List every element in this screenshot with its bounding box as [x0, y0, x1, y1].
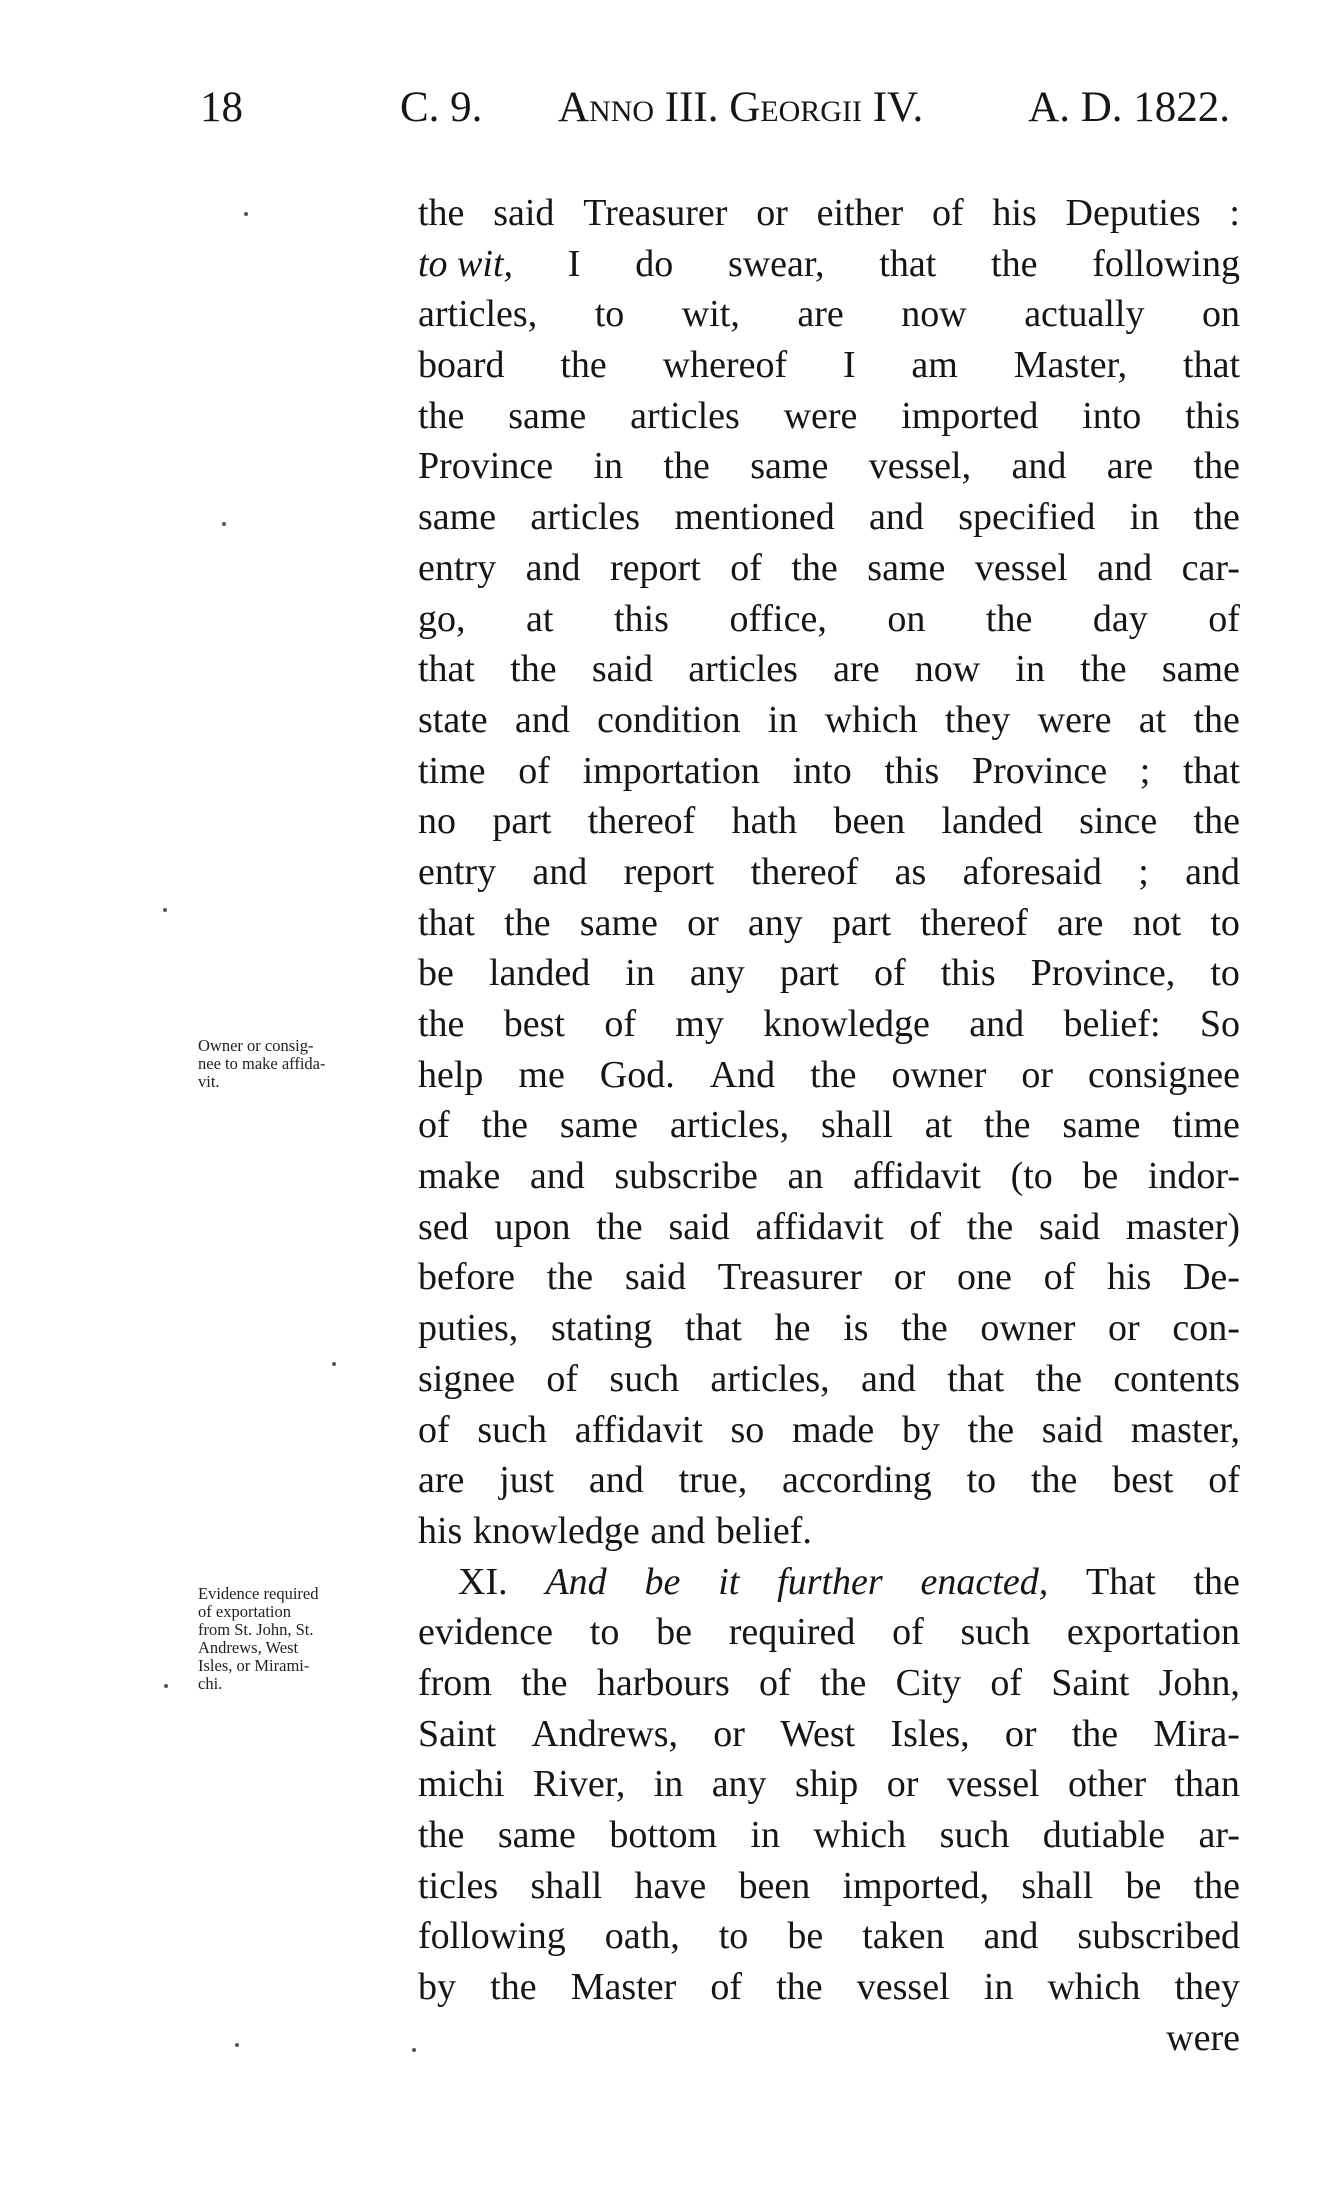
body-line: Saint Andrews, or West Isles, or the Mira- [418, 1712, 1240, 1755]
body-line: time of importation into this Province ; that [418, 749, 1240, 792]
print-speck [164, 1684, 168, 1688]
body-line: be landed in any part of this Province, to [418, 952, 1240, 995]
margin-note-line: from St. John, St. [198, 1620, 314, 1639]
body-line: to wit, I do swear, that the following [418, 242, 1240, 285]
body-line: that the said articles are now in the same [418, 648, 1240, 691]
body-line: articles, to wit, are now actually on [418, 293, 1240, 336]
body-line: go, at this office, on the day of [418, 597, 1240, 640]
body-line: make and subscribe an affidavit (to be indor- [418, 1155, 1240, 1198]
body-line: were [1166, 2016, 1240, 2059]
margin-note-owner-affidavit [198, 1037, 408, 1091]
body-line: by the Master of the vessel in which they [418, 1966, 1240, 2009]
body-line: the said Treasurer or either of his Deputies : [418, 192, 1240, 234]
body-line: no part thereof hath been landed since the [418, 800, 1240, 843]
body-line: his knowledge and belief. [418, 1509, 812, 1552]
margin-note-line: Isles, or Mirami- [198, 1656, 310, 1675]
body-line: of such affidavit so made by the said master, [418, 1408, 1240, 1451]
body-line: following oath, to be taken and subscribed [418, 1915, 1240, 1958]
body-line: state and condition in which they were at the [418, 698, 1240, 741]
body-line: help me God. And the owner or consignee [418, 1053, 1240, 1096]
body-line: before the said Treasurer or one of his De- [418, 1256, 1240, 1299]
regnal-year: Anno III. Georgii IV. [558, 84, 924, 131]
body-line: of the same articles, shall at the same time [418, 1104, 1240, 1147]
margin-note-line: Evidence required [198, 1584, 319, 1603]
calendar-year: A. D. 1822. [1028, 84, 1230, 131]
body-line: sed upon the said affidavit of the said master) [418, 1205, 1240, 1248]
margin-note-line: of exportation [198, 1602, 292, 1621]
running-header [190, 78, 1250, 138]
print-speck [244, 212, 248, 216]
body-line: michi River, in any ship or vessel other than [418, 1763, 1240, 1806]
margin-note-evidence-exportation [198, 1585, 408, 1693]
body-line: the best of my knowledge and belief: So [418, 1003, 1240, 1045]
body-line: entry and report thereof as aforesaid ; and [418, 850, 1240, 893]
margin-note-line: chi. [198, 1674, 223, 1693]
chapter-number: C. 9. [400, 84, 483, 131]
body-line: entry and report of the same vessel and car- [418, 546, 1240, 589]
body-text [418, 188, 1240, 2063]
body-line: ticles shall have been imported, shall be the [418, 1864, 1240, 1907]
body-line: Province in the same vessel, and are the [418, 445, 1240, 488]
margin-note-line: vit. [198, 1072, 220, 1091]
page-number: 18 [200, 84, 243, 131]
body-line: are just and true, according to the best of [418, 1459, 1240, 1502]
body-line: the same bottom in which such dutiable ar- [418, 1814, 1240, 1856]
print-speck [412, 2048, 416, 2052]
body-line: evidence to be required of such exportation [418, 1611, 1240, 1654]
print-speck [163, 908, 167, 912]
margin-note-line: Andrews, West [198, 1638, 299, 1657]
body-line: that the same or any part thereof are not to [418, 901, 1240, 944]
body-line: XI. And be it further enacted, That the [458, 1560, 1240, 1603]
print-speck [332, 1362, 336, 1366]
body-line: from the harbours of the City of Saint John, [418, 1661, 1240, 1704]
body-line: the same articles were imported into this [418, 394, 1240, 437]
body-line: signee of such articles, and that the contents [418, 1357, 1240, 1400]
margin-note-line: nee to make affida- [198, 1054, 326, 1073]
print-speck [235, 2043, 239, 2047]
body-line: puties, stating that he is the owner or con- [418, 1307, 1240, 1350]
body-line: same articles mentioned and specified in the [418, 496, 1240, 539]
margin-note-line: Owner or consig- [198, 1036, 314, 1055]
print-speck [222, 522, 226, 526]
body-line: board the whereof I am Master, that [418, 344, 1240, 387]
